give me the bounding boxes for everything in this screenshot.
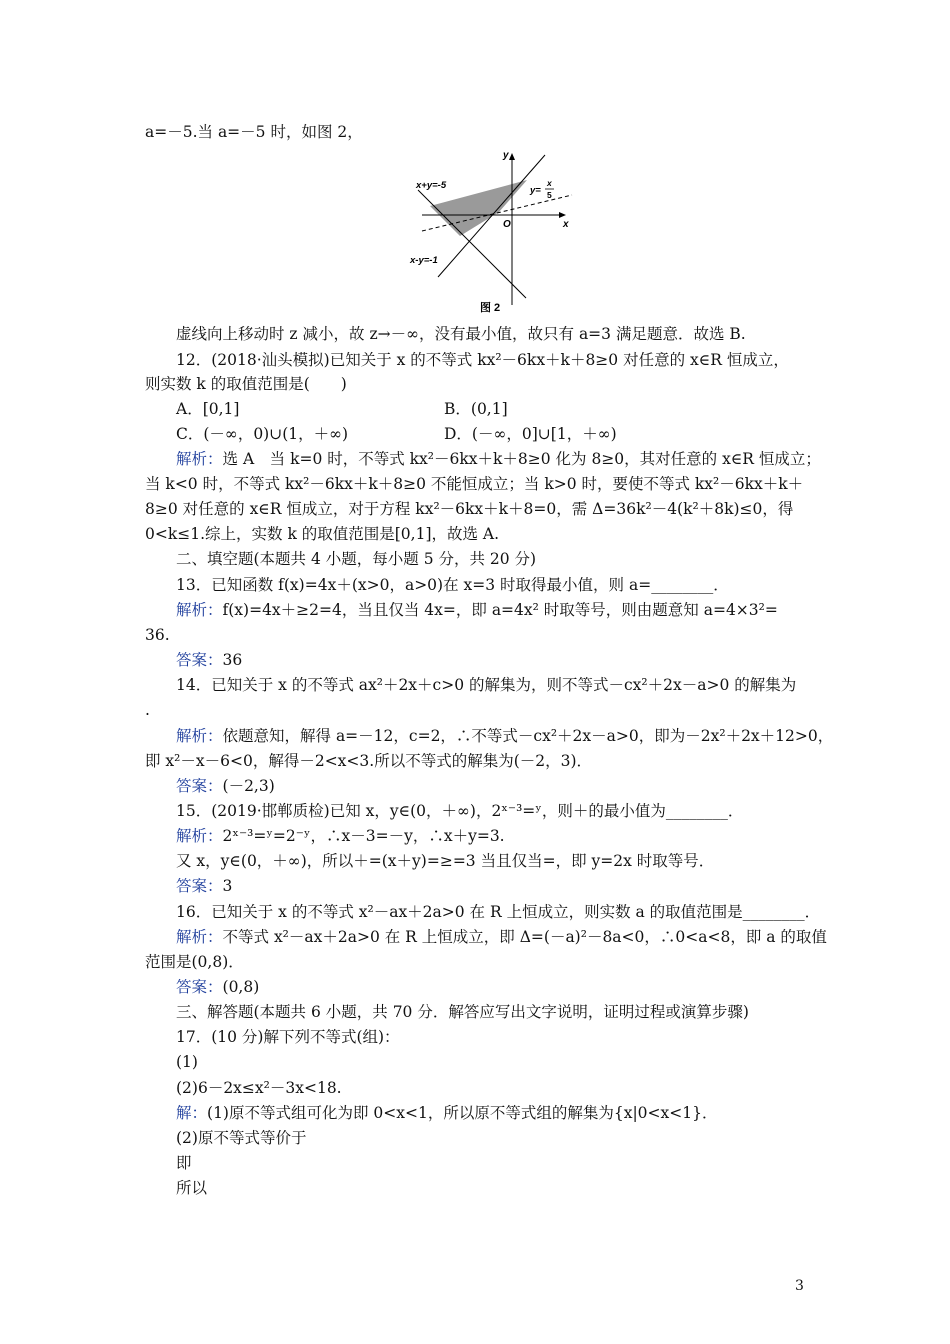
analysis-label: 解析： xyxy=(176,450,223,468)
option-b: B．(0,1] xyxy=(444,400,508,418)
text-line xyxy=(176,876,232,896)
question-13: 13．已知函数 f(x)=4x＋(x>0，a>0)在 x=3 时取得最小值，则 a=________． xyxy=(176,576,729,594)
answer-label: 答案： xyxy=(176,777,223,795)
analysis-label: 解析： xyxy=(176,827,223,845)
text-line: a=－5.当 a=－5 时，如图 2， xyxy=(145,123,363,141)
analysis-text: 选 A 当 k=0 时，不等式 kx²－6kx＋k＋8≥0 化为 8≥0，其对任意的 x∈R 恒成立； xyxy=(222,450,821,468)
answer-text: 36 xyxy=(222,651,243,669)
solution-label: 解： xyxy=(176,1104,208,1122)
text-line: (2)原不等式等价于 xyxy=(176,1129,307,1147)
option-d: D．(－∞，0]∪[1，＋∞) xyxy=(444,425,617,443)
text-line: 即 x²－x－6<0，解得－2<x<3.所以不等式的解集为(－2，3)． xyxy=(145,752,593,770)
label-y-eq: y= xyxy=(530,185,541,196)
page-number: 3 xyxy=(795,1278,804,1294)
analysis-label: 解析： xyxy=(176,601,223,619)
analysis-label: 解析： xyxy=(176,727,223,745)
analysis-label: 解析： xyxy=(176,928,223,946)
option-a: A．[0,1] xyxy=(176,400,240,418)
question-16: 16．已知关于 x 的不等式 x²－ax＋2a>0 在 R 上恒成立，则实数 a 的取值范围是________． xyxy=(176,903,821,921)
question-12: 12．(2018·汕头模拟)已知关于 x 的不等式 kx²－6kx＋k＋8≥0 对任意的 x∈R 恒成立， xyxy=(176,351,789,369)
section-heading: 二、填空题(本题共 4 小题，每小题 5 分，共 20 分) xyxy=(176,550,537,568)
text-line: 即 xyxy=(176,1154,192,1172)
text-line xyxy=(176,449,821,469)
text-line xyxy=(176,1103,717,1123)
question-15: 15．(2019·邯郸质检)已知 x，y∈(0，＋∞)，2ˣ⁻³=ʸ，则＋的最小值为________． xyxy=(176,802,744,820)
text-line: 范围是(0,8)． xyxy=(145,953,244,971)
text-line: 8≥0 对任意的 x∈R 恒成立，对于方程 kx²－6kx＋k＋8=0，需 Δ=36k²－4(k²＋8k)≤0，得 xyxy=(145,500,794,518)
answer-label: 答案： xyxy=(176,651,223,669)
text-line xyxy=(176,977,259,997)
text-line: 虚线向上移动时 z 减小，故 z→－∞，没有最小值，故只有 a=3 满足题意．故选 B. xyxy=(176,325,746,343)
answer-label: 答案： xyxy=(176,978,223,996)
question-17: 17．(10 分)解下列不等式(组)： xyxy=(176,1028,400,1046)
solution-text: (1)原不等式组可化为即 0<x<1，所以原不等式组的解集为{x|0<x<1}． xyxy=(207,1104,718,1122)
figure-caption: 图 2 xyxy=(480,302,501,314)
text-line: 又 x，y∈(0，＋∞)，所以＋=(x＋y)=≥=3 当且仅当=，即 y=2x 时取等号． xyxy=(176,852,715,870)
text-line xyxy=(176,826,505,846)
answer-text: (－2,3) xyxy=(222,777,275,795)
answer-text: (0,8) xyxy=(222,978,260,996)
x-axis-label: x xyxy=(563,219,569,230)
y-axis-arrow xyxy=(509,153,515,160)
analysis-text: 不等式 x²－ax＋2a>0 在 R 上恒成立，即 Δ=(－a)²－8a<0，∴0<a<8，即 a 的取值 xyxy=(222,928,827,946)
text-line: 所以 xyxy=(176,1179,208,1197)
text-line xyxy=(176,600,778,620)
text-line: . xyxy=(145,701,150,719)
text-line xyxy=(176,927,827,947)
text-line xyxy=(176,726,833,746)
answer-text: 3 xyxy=(222,877,233,895)
text-line: (2)6－2x≤x²－3x<18. xyxy=(176,1079,342,1097)
question-14: 14．已知关于 x 的不等式 ax²＋2x＋c>0 的解集为，则不等式－cx²＋2x－a>0 的解集为 xyxy=(176,676,797,694)
text-line: 当 k<0 时，不等式 kx²－6kx＋k＋8≥0 不能恒成立；当 k>0 时，要使不等式 kx²－6kx＋k＋ xyxy=(145,475,804,493)
label-frac-num: x xyxy=(547,178,552,188)
figure-2 xyxy=(400,145,585,320)
analysis-text: 依题意知，解得 a=－12，c=2，∴不等式－cx²＋2x－a>0，即为－2x²＋2x＋12>0， xyxy=(222,727,834,745)
label-frac-den: 5 xyxy=(547,190,552,200)
analysis-text: f(x)=4x＋≥2=4，当且仅当 4x=，即 a=4x² 时取等号，则由题意知 a=4×3²= xyxy=(222,601,778,619)
text-line: 则实数 k 的取值范围是( ) xyxy=(145,375,347,393)
origin-label: O xyxy=(503,219,511,230)
y-axis-label: y xyxy=(503,150,509,161)
analysis-text: 2ˣ⁻³=ʸ=2⁻ʸ，∴x－3=－y，∴x＋y=3. xyxy=(222,827,505,845)
text-line xyxy=(176,776,275,796)
section-heading: 三、解答题(本题共 6 小题，共 70 分．解答应写出文字说明，证明过程或演算步骤) xyxy=(176,1003,749,1021)
text-line: 36. xyxy=(145,626,170,644)
option-c: C．(－∞，0)∪(1，＋∞) xyxy=(176,425,349,443)
label-x-plus-y: x+y=-5 xyxy=(416,180,447,191)
text-line: (1) xyxy=(176,1053,198,1071)
answer-label: 答案： xyxy=(176,877,223,895)
text-line: 0<k≤1.综上，实数 k 的取值范围是[0,1]，故选 A. xyxy=(145,525,500,543)
label-x-minus-y: x-y=-1 xyxy=(410,255,438,266)
x-axis-arrow xyxy=(559,212,566,218)
text-line xyxy=(176,650,242,670)
